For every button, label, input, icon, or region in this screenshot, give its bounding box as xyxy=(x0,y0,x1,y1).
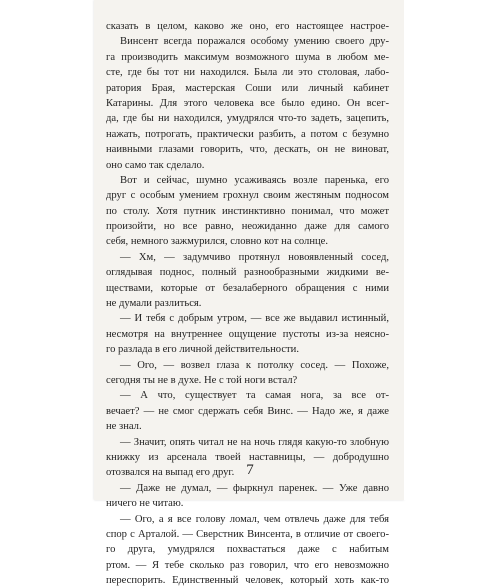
text-line: не думали разлиться. xyxy=(106,298,202,310)
text-line: по столу. Хотя путник инстинктивно понимал, что может xyxy=(106,205,389,217)
text-line: переспорить. Единственный человек, который хоть как-то xyxy=(106,575,389,587)
text-line: ртом. — Я тебе сколько раз говорил, что его невозможно xyxy=(106,559,389,571)
text-line: нажать, потрогать, практически разбить, а потом с безумно xyxy=(106,128,389,140)
page-number: 7 xyxy=(246,462,254,478)
text-line: — Значит, опять читал не на ночь глядя какую-то злобную xyxy=(120,436,389,448)
text-line: — Даже не думал, — фыркнул паренек. — Уже давно xyxy=(120,482,389,494)
text-line: — И тебя с добрым утром, — все же выдавил истинный, xyxy=(120,313,389,325)
text-line: га производить максимум возможного шума в любом ме- xyxy=(106,51,389,63)
text-line: друг с особым умением грохнул своим жестяным подносом xyxy=(106,190,389,202)
text-line: да, где бы ни находился, умудрялся что-то задеть, зацепить, xyxy=(106,113,389,125)
text-line: — А что, существует та самая нога, за все от- xyxy=(120,390,389,402)
text-line: книжку из арсенала твоей наставницы, — добродушно xyxy=(106,451,389,463)
text-line: Вот и сейчас, шумно усаживаясь возле паренька, его xyxy=(120,174,389,186)
text-line: оглядывая поднос, полный разнообразными жидкими ве- xyxy=(106,267,389,279)
text-line: го разлада в его личной действительности. xyxy=(106,344,299,356)
text-line: — Ого, — возвел глаза к потолку сосед. — Похоже, xyxy=(120,359,389,371)
text-line: Винсент всегда поражался особому умению своего дру- xyxy=(120,36,389,48)
text-line: сегодня ты не в духе. Не с той ноги встал? xyxy=(106,374,298,386)
text-line: сте, где бы тот ни находился. Была ли это столовая, лабо- xyxy=(106,67,389,79)
text-line: отозвался на выпад его друг. xyxy=(106,467,235,479)
text-line: произойти, но все равно, неожиданно даже для самого xyxy=(106,221,389,233)
text-line: Катарины. Для этого человека все было едино. Он всег- xyxy=(106,97,389,109)
text-line: ничего не читаю. xyxy=(106,498,184,510)
text-line: го друга, умудрялся похвастаться даже с набитым xyxy=(106,544,389,556)
text-line: спор с Арталой. — Сверстник Винсента, в отличие от своего- xyxy=(106,528,389,540)
text-line: — Хм, — задумчиво протянул новоявленный сосед, xyxy=(120,251,389,263)
text-line: наивными глазами говорить, что, дескать, он не виноват, xyxy=(106,144,389,156)
page-body-text xyxy=(106,19,389,588)
page-margin xyxy=(404,0,500,500)
text-line: сказать в целом, каково же оно, его настоящее настрое- xyxy=(106,21,389,32)
text-line: не знал. xyxy=(106,421,142,433)
text-line: оно само так сделало. xyxy=(106,159,205,171)
text-line: себя, немного зажмурился, словно кот на солнце. xyxy=(106,236,329,248)
text-line: вечает? — не смог сдержать себя Винс. — Надо же, я даже xyxy=(106,405,389,417)
text-line: ратория Брая, мастерская Соши или личный кабинет xyxy=(106,82,389,94)
text-line: несмотря на внутреннее ощущение пустоты из-за неясно- xyxy=(106,328,389,340)
text-line: — Ого, а я все голову ломал, чем отвлечь даже для тебя xyxy=(120,513,389,525)
text-line: ществами, которые от безалаберного обращения с ними xyxy=(106,282,389,294)
